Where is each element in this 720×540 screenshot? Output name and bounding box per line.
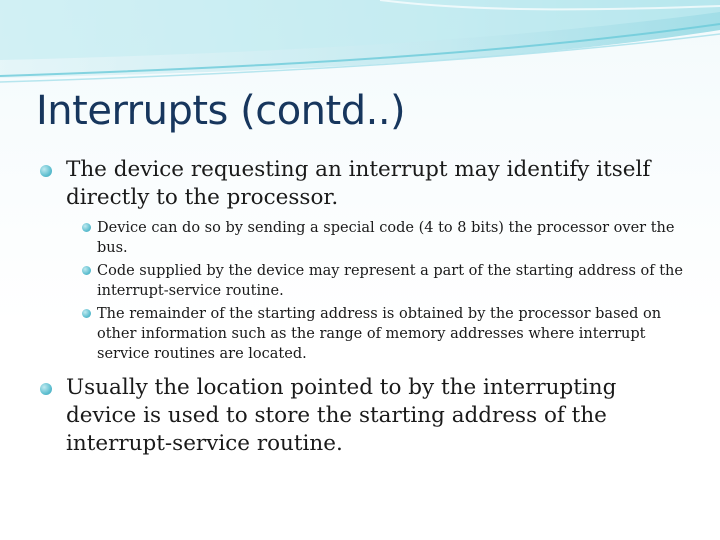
bullet-icon (82, 309, 91, 318)
slide-title: Interrupts (contd..) (36, 88, 406, 134)
bullet-item (40, 374, 690, 458)
bullet-item (40, 156, 690, 364)
sub-bullet-item (66, 304, 690, 364)
bullet-icon (40, 165, 52, 177)
header-wave-decoration (0, 0, 720, 90)
bullet-text: Usually the location pointed to by the interrupting device is used to store the starting address of the interrupt-service routine. (66, 375, 617, 456)
sub-bullet-item (66, 261, 690, 301)
bullet-icon (82, 223, 91, 232)
bullet-list (40, 156, 690, 458)
sub-bullet-list (66, 218, 690, 364)
sub-bullet-text: The remainder of the starting address is obtained by the processor based on other information such as the range of memory addresses where interrupt service routines are located. (97, 306, 662, 362)
slide-content (40, 156, 690, 458)
bullet-icon (40, 383, 52, 395)
bullet-icon (82, 266, 91, 275)
sub-bullet-text: Device can do so by sending a special code (4 to 8 bits) the processor over the bus. (97, 220, 675, 256)
sub-bullet-item (66, 218, 690, 258)
sub-bullet-text: Code supplied by the device may represent a part of the starting address of the interrupt-service routine. (97, 263, 683, 299)
bullet-text: The device requesting an interrupt may identify itself directly to the processor. (66, 157, 651, 210)
